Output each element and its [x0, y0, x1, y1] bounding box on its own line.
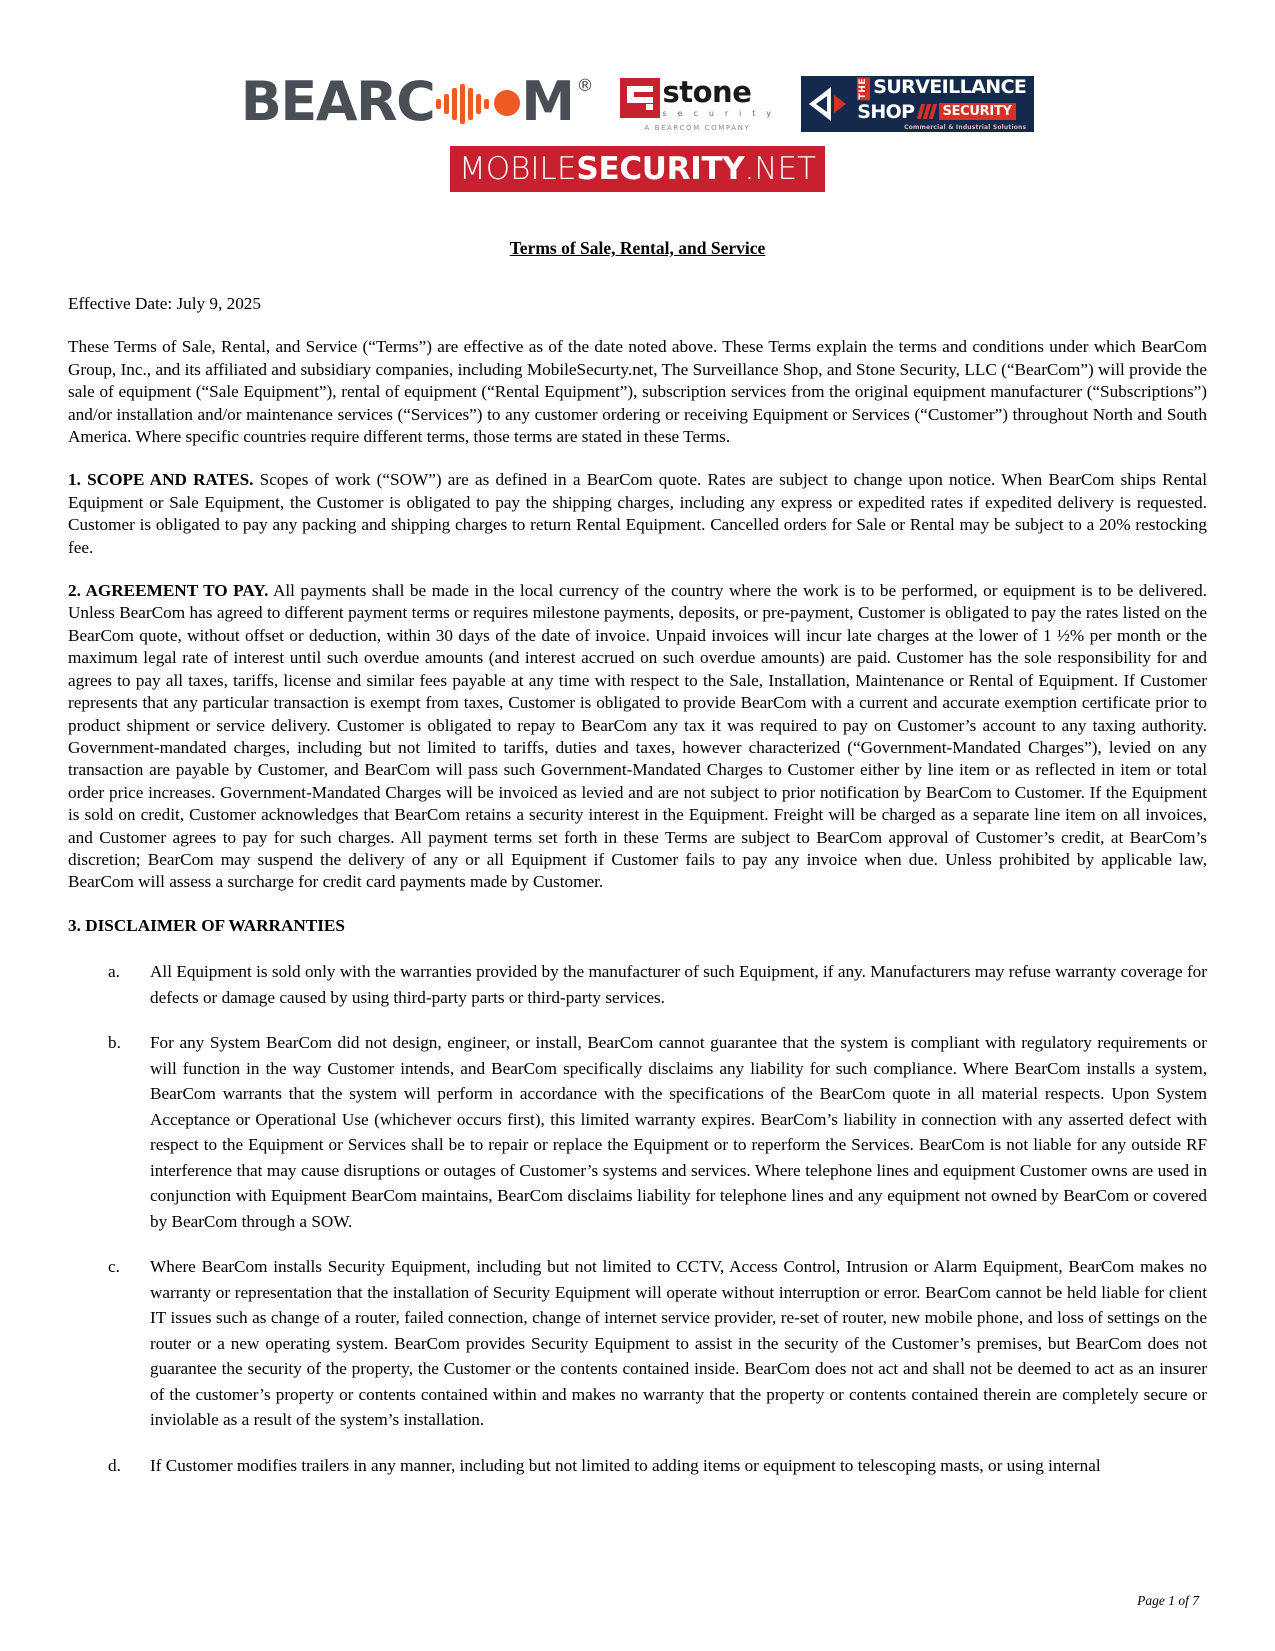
tss-line-one [857, 77, 1026, 100]
bearcom-wordmark [241, 72, 574, 132]
document-content [0, 238, 1275, 1478]
bearcom-soundwave-icon [436, 82, 489, 126]
stone-s-mark-icon [620, 78, 660, 118]
registered-trademark-icon: ® [576, 76, 594, 96]
tss-tagline: Commercial & Industrial Solutions [904, 123, 1027, 131]
tss-shop-label: SHOP [857, 100, 915, 123]
tss-security-badge: SECURITY [939, 103, 1016, 120]
tss-surveillance-label: SURVEILLANCE [873, 76, 1027, 99]
list-item [108, 1453, 1207, 1479]
bearcom-text-left: BEARC [240, 70, 435, 133]
list-item-marker: b. [108, 1033, 121, 1053]
stone-subtitle: s e c u r i t y [662, 109, 776, 118]
section-3-list [68, 959, 1207, 1478]
list-item [108, 1030, 1207, 1234]
section-1-heading: 1. SCOPE AND RATES. [68, 470, 254, 490]
section-2-body: All payments shall be made in the local currency of the country where the work is to be performed, or equipment is to be delivered. Unless BearCom has agreed to different payment terms or requires milestone payments, deposits, or pre-payment, Customer is obligated to pay the rates listed on the BearCom quote, without offset or deduction, within 30 days of the date of invoice. Unpaid invoices will incur late charges at the lower of 1 ½% per month or the maximum legal rate of interest until such overdue amounts (and interest accrued on such overdue amounts) are paid. Customer has the sole responsibility for and agrees to pay all taxes, tariffs, license and similar fees payable at any time with respect to the Sale, Installation, Maintenance or Rental of Equipment. If Customer represents that any particular transaction is exempt from taxes, Customer is obligated to provide BearCom with a current and accurate exemption certificate prior to product shipment or service delivery. Customer is obligated to repay to BearCom any tax it was required to pay on Customer’s account to any taxing authority. Government-mandated charges, including but not limited to tariffs, duties and taxes, however characterized (“Government-Mandated Charges”), levied on any transaction are payable by Customer, and BearCom will pass such Government-Mandated Charges to Customer either by line item or as reflected in item or total order price increases. Government-Mandated Charges will be invoiced as levied and are not subject to prior notification by BearCom to Customer. If the Equipment is sold on credit, Customer acknowledges that BearCom retains a security interest in the Equipment. Freight will be charged as a separate line item on all invoices, and Customer agrees to pay for such charges. All payment terms set forth in these Terms are subject to BearCom approval of Customer’s credit, at BearCom’s discretion; BearCom may suspend the delivery of any or all Equipment if Customer fails to pay any invoice when due. Unless prohibited by applicable law, BearCom will assess a surcharge for credit card payments made by Customer. [68, 581, 1208, 892]
section-1-body: Scopes of work (“SOW”) are as defined in a BearCom quote. Rates are subject to change upon notice. When BearCom ships Rental Equipment or Sale Equipment, the Customer is obligated to pay the shipping charges, including any express or expedited rates if expedited delivery is requested. Customer is obligated to pay any packing and shipping charges to return Rental Equipment. Cancelled orders for Sale or Rental may be subject to a 20% restocking fee. [68, 470, 1207, 557]
list-item-marker: a. [108, 962, 120, 982]
logo-header-band [0, 0, 1275, 136]
the-surveillance-shop-logo [801, 76, 1034, 132]
stone-security-logo [620, 72, 776, 136]
stone-wordmark: stone [662, 75, 752, 109]
play-triangle-icon [809, 85, 851, 123]
stone-tagline: A BEARCOM COMPANY [644, 124, 751, 132]
mobile-security-band [0, 146, 1275, 192]
list-item-text: If Customer modifies trailers in any manner, including but not limited to adding items or equipment to telescoping masts, or using internal [150, 1455, 1101, 1475]
mobilesecurity-net-banner [450, 146, 825, 192]
page-footer: Page 1 of 7 [1137, 1593, 1199, 1608]
bearcom-logo [241, 72, 594, 136]
section-2-heading: 2. AGREEMENT TO PAY. [68, 581, 269, 601]
tss-the-label: THE [858, 78, 869, 100]
list-item-marker: c. [108, 1257, 120, 1277]
tss-slash-bars-icon [919, 104, 935, 119]
list-item-text: Where BearCom installs Security Equipment, including but not limited to CCTV, Access Control, Intrusion or Alarm Equipment, BearCom makes no warranty or representation that the installation of Security Equipment will operate without interruption or error. BearCom cannot be held liable for client IT issues such as change of a router, failed connection, change of internet service provider, re-set of router, new mobile phone, and loss of settings on the router or a new operating system. BearCom provides Security Equipment to assist in the security of the Customer’s premises, but BearCom does not guarantee the security of the property, the Customer or the contents contained inside. BearCom does not act and shall not be deemed to act as an insurer of the customer’s property or contents contained within and makes no warranty that the property or contents contained therein are completely secure or inviolable as a result of the system’s installation. [150, 1257, 1207, 1430]
page-title: Terms of Sale, Rental, and Service [509, 238, 766, 258]
section-2-paragraph [68, 580, 1207, 894]
effective-date: Effective Date: July 9, 2025 [68, 294, 261, 313]
list-item [108, 959, 1207, 1010]
list-item [108, 1254, 1207, 1433]
tss-line-two [857, 102, 1026, 122]
security-label: SECURITY [576, 151, 745, 187]
section-3-heading: 3. DISCLAIMER OF WARRANTIES [68, 915, 345, 935]
bearcom-dot-icon [494, 90, 520, 116]
list-item-text: For any System BearCom did not design, engineer, or install, BearCom cannot guarantee that the system is compliant with regulatory requirements or will function in the way Customer intends, and BearCom specifically disclaims any liability for such compliance. Where BearCom installs a system, BearCom warrants that the system will perform in accordance with the specifications of the BearCom quote in all material respects. Upon System Acceptance or Operational Use (whichever occurs first), this limited warranty expires. BearCom’s liability in connection with any asserted defect with respect to the Equipment or Services shall be to repair or replace the Equipment or to reperform the Services. BearCom is not liable for any outside RF interference that may cause disruptions or outages of Customer’s systems and services. Where telephone lines and equipment Customer owns are used in conjunction with Equipment BearCom maintains, BearCom disclaims liability for telephone lines and any equipment not owned by BearCom or covered by BearCom through a SOW. [150, 1033, 1207, 1231]
list-item-marker: d. [108, 1455, 121, 1475]
dotnet-label: .NET [744, 151, 817, 187]
stone-logo-main [620, 75, 776, 118]
intro-paragraph: These Terms of Sale, Rental, and Service (“Terms”) are effective as of the date noted above. These Terms explain the terms and conditions under which BearCom Group, Inc., and its affiliated and subsidiary companies, including MobileSecurty.net, The Surveillance Shop, and Stone Security, LLC (“BearCom”) will provide the sale of equipment (“Sale Equipment”), rental of equipment (“Rental Equipment”), subscription services from the original equipment manufacturer (“Subscriptions”) and/or installation and/or maintenance services (“Services”) to any customer ordering or receiving Equipment or Services (“Customer”) throughout North and South America. Where specific countries require different terms, those terms are stated in these Terms. [68, 337, 1207, 447]
tss-text-block [857, 77, 1026, 130]
mobile-label: MOBILE [458, 151, 577, 187]
stone-logo-text [662, 75, 776, 118]
section-1-paragraph [68, 469, 1207, 559]
bearcom-text-right: M [521, 70, 574, 133]
list-item-text: All Equipment is sold only with the warranties provided by the manufacturer of such Equipment, if any. Manufacturers may refuse warranty coverage for defects or damage caused by using third-party parts or third-party services. [150, 962, 1207, 1007]
